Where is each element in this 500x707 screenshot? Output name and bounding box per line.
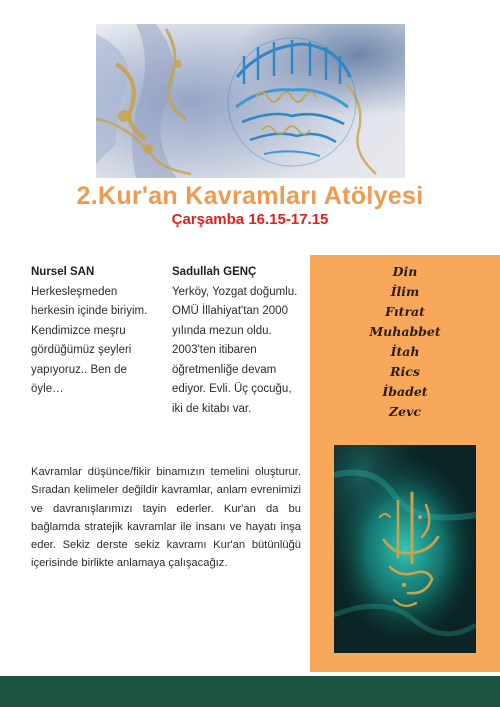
page-title: 2.Kur'an Kavramları Atölyesi (76, 182, 424, 210)
header-calligraphy-image (96, 24, 405, 178)
concepts-panel (310, 255, 500, 672)
instructor-bio: Yerköy, Yozgat doğumlu. OMÜ İllahiyat'tan 2000 yılında mezun oldu. 2003'ten itibaren öğretmenliğe devam ediyor. Evli. Üç çocuğu, iki de kitabı var. (172, 285, 298, 415)
footer-bar (0, 676, 500, 707)
teal-calligraphy-image (334, 445, 476, 653)
instructor-bio: Herkesleşmeden herkesin içinde biriyim. Kendimizce meşru gördüğümüz şeyleri yapıyoruz.. Ben de öyle… (31, 285, 148, 395)
concept-item: Muhabbet (369, 324, 441, 339)
concept-item: Rics (390, 364, 420, 379)
concept-item: İbadet (382, 384, 428, 399)
concept-item: Zevc (389, 404, 421, 419)
instructor-card-2 (172, 263, 304, 419)
instructor-name: Sadullah GENÇ (172, 266, 257, 278)
instructor-card-1 (31, 263, 163, 400)
course-description: Kavramlar düşünce/fikir binamızın temelini oluşturur. Sıradan kelimeler değildir kavramlar, anlam evrenimizi ve davranışlarımızı tayin ederler. Kur'an da bu bağlamda stratejik kavramlar ile insanı ve hayatı inşa eder. Sekiz derste sekiz kavramı Kur'an bütünlüğü içerisinde birlikte anlamaya çalışacağız. (31, 466, 301, 570)
instructor-name: Nursel SAN (31, 266, 95, 278)
concept-item: Din (392, 264, 418, 279)
concept-item: İlim (390, 284, 420, 299)
schedule-subtitle: Çarşamba 16.15-17.15 (171, 211, 329, 228)
concept-item: İtah (390, 344, 420, 359)
concept-item: Fıtrat (385, 304, 425, 319)
concepts-list (310, 262, 500, 422)
